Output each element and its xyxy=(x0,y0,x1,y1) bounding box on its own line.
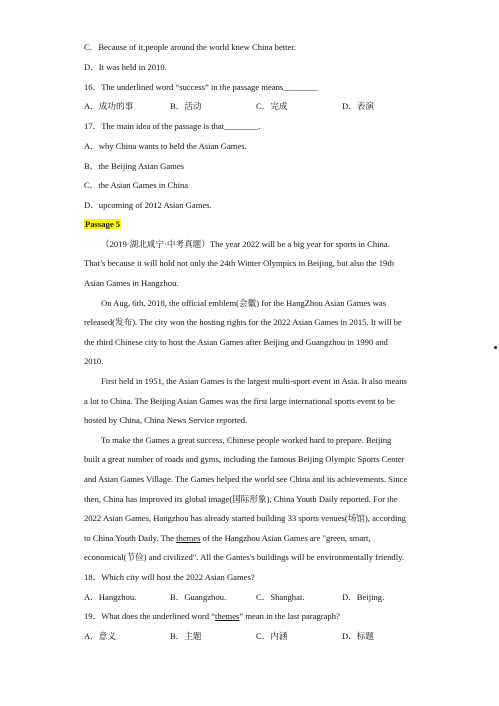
q17-option-b: B．the Beijing Asian Games xyxy=(84,161,185,171)
question-19-options xyxy=(84,631,428,642)
q19-option-b: B．主题 xyxy=(170,631,202,641)
q16-option-d: D．表演 xyxy=(342,101,374,111)
q18-option-a: A．Hangzhou. xyxy=(84,592,137,602)
question-16: 16．The underlined word “success” in the passage means________ xyxy=(84,82,318,92)
paragraph-3-line-1: First held in 1951, the Asian Games is the largest multi-sport event in Asia. It also means xyxy=(101,376,407,386)
underlined-word-themes: themes xyxy=(176,533,201,543)
question-18-options xyxy=(84,592,428,603)
paragraph-4-line-6 xyxy=(84,533,371,544)
q19-underlined-themes: themes xyxy=(215,611,240,621)
line-6-end: of the Hangzhou Asian Games are "green, smart, xyxy=(200,533,371,543)
paragraph-4-line-3: and Asian Games Village. The Games helped the world see China and its achievements. Since xyxy=(84,474,408,484)
q18-option-c: C．Shanghai. xyxy=(256,592,305,602)
paragraph-1-line-1: （2019·湖北咸宁·中考真题）The year 2022 will be a big year for sports in China. xyxy=(101,239,390,249)
q16-option-b: B．活动 xyxy=(170,101,202,111)
q15-option-c: C．Because of it,people around the world knew China better. xyxy=(84,42,296,52)
paragraph-1-line-2: That’s because it will hold not only the 24th Winter Olympics in Beijing, but also the 19th xyxy=(84,258,395,268)
passage-heading xyxy=(84,219,121,230)
paragraph-4-line-2: built a great number of roads and gyms, including the famous Beijing Olympic Sports Center xyxy=(84,454,405,464)
paragraph-2-line-1: On Aug, 6th, 2018, the official emblem(会徽) for the HangZhou Asian Games was xyxy=(101,298,387,308)
question-17: 17．The main idea of the passage is that________. xyxy=(84,121,261,131)
paragraph-4-line-4: then, China has improved its global image(国际形象), China Youth Daily reported. For the xyxy=(84,494,398,504)
q17-option-d: D．upcoming of 2012 Asian Games. xyxy=(84,200,212,210)
paragraph-2-line-3: the third Chinese city to host the Asian Games after Beijing and Guangzhou in 1990 and xyxy=(84,337,388,347)
q17-option-a: A．why China wants to held the Asian Games. xyxy=(84,141,247,151)
margin-dot xyxy=(494,346,497,349)
paragraph-3-line-2: a lot to China. The Beijing Asian Games was the first large international sports event to be xyxy=(84,396,395,406)
question-18: 18．Which city will host the 2022 Asian Games? xyxy=(84,572,255,582)
paragraph-4-line-7: economical(节俭) and civilized". All the Games's buildings will be environmentally friendly. xyxy=(84,552,405,562)
paragraph-4-line-5: 2022 Asian Games, Hangzhou has already started building 33 sports venues(场馆), according xyxy=(84,513,406,523)
q16-option-c: C．完成 xyxy=(256,101,288,111)
paragraph-2-line-4: 2010. xyxy=(84,356,104,366)
q15-option-d: D．It was held in 2010. xyxy=(84,62,167,72)
q17-option-c: C．the Asian Games in China xyxy=(84,180,189,190)
paragraph-3-line-3: hosted by China, China News Service reported. xyxy=(84,415,248,425)
paragraph-4-line-1: To make the Games a great success, Chinese people worked hard to prepare. Beijing xyxy=(101,435,392,445)
q19-option-a: A．意义 xyxy=(84,631,116,641)
q19-option-d: D．标题 xyxy=(342,631,374,641)
q19-option-c: C．内涵 xyxy=(256,631,288,641)
question-16-options xyxy=(84,101,428,112)
paragraph-2-line-2: released(发布). The city won the hosting rights for the 2022 Asian Games in 2015. It will be xyxy=(84,317,402,327)
q19-start: 19．What does the underlined word “ xyxy=(84,611,216,621)
q16-option-a: A．成功的事 xyxy=(84,101,134,111)
paragraph-1-line-3: Asian Games in Hangzhou. xyxy=(84,278,179,288)
q18-option-b: B．Guangzhou. xyxy=(170,592,227,602)
question-19 xyxy=(84,611,340,622)
q18-option-d: D．Beijing. xyxy=(342,592,385,602)
q19-end: ” mean in the last paragraph? xyxy=(239,611,340,621)
passage-5-label: Passage 5 xyxy=(85,219,121,229)
line-6-start: to China Youth Daily. The xyxy=(84,533,177,543)
